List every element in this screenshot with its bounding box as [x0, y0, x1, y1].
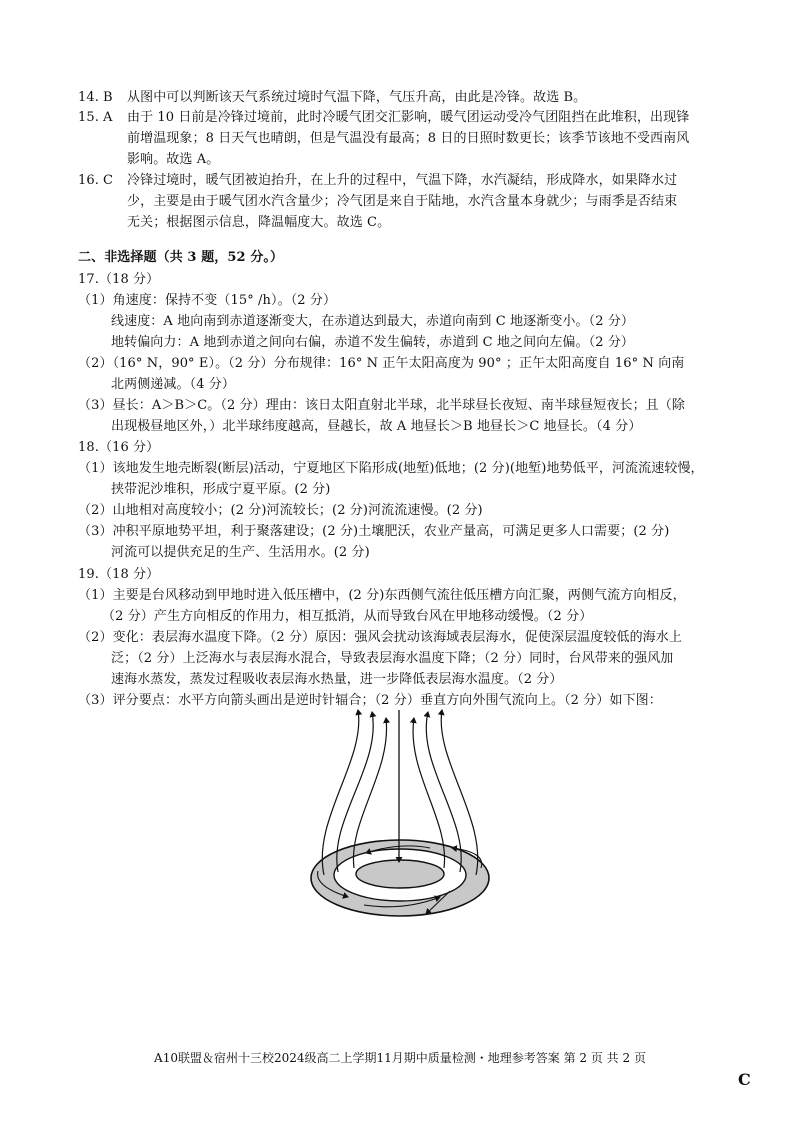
- question-19-header: 19.（18 分）: [78, 567, 160, 582]
- answer-15-line: 影响。故选 A。: [127, 152, 220, 167]
- answer-18-line: （1）该地发生地壳断裂(断层)活动，宁夏地区下陷形成(地堑)低地；(2 分)(地堑)地势低平，河流流速较慢，: [78, 461, 704, 476]
- answer-17-line: （3）昼长：A＞B＞C。（2 分）理由：该日太阳直射北半球，北半球昼长夜短、南半球昼短夜长；且（除: [78, 398, 685, 413]
- answer-16-number: 16.: [78, 173, 99, 188]
- answer-16-line: 少，主要是由于暖气团水汽含量少；冷气团是来自于陆地，水汽含量本身就少；与雨季是否结束: [127, 194, 678, 209]
- answer-18-line: （3）冲积平原地势平坦，利于聚落建设；(2 分)土壤肥沃，农业产量高，可满足更多人口需要；(2 分): [78, 524, 670, 539]
- answer-19-line: （2）变化：表层海水温度下降。（2 分）原因：强风会扰动该海域表层海水，促使深层温度较低的海水上: [78, 630, 682, 645]
- answer-14-line: 从图中可以判断该天气系统过境时气温下降，气压升高，由此是冷锋。故选 B。: [127, 90, 587, 105]
- answer-14-number: 14.: [78, 90, 99, 105]
- question-18-header: 18.（16 分）: [78, 440, 160, 455]
- answer-19-line: 速海水蒸发，蒸发过程吸收表层海水热量，进一步降低表层海水温度。（2 分）: [111, 672, 563, 687]
- answer-14-choice: B: [103, 90, 113, 105]
- answer-18-line: 河流可以提供充足的生产、生活用水。(2 分): [111, 545, 370, 560]
- answer-17-line: （2）（16° N，90° E）。（2 分）分布规律：16° N 正午太阳高度为 90° ；正午太阳高度自 16° N 向南: [78, 356, 685, 371]
- answer-19-line: （1）主要是台风移动到甲地时进入低压槽中，(2 分)东西侧气流往低压槽方向汇聚，两侧气流方向相反，: [78, 588, 686, 603]
- corner-mark: C: [738, 1070, 751, 1089]
- answer-17-line: 线速度：A 地向南到赤道逐渐变大，在赤道达到最大，赤道向南到 C 地逐渐变小。（2 分）: [111, 314, 635, 329]
- answer-15-number: 15.: [78, 110, 99, 125]
- answer-15-line: 前增温现象；8 日天气也晴朗，但是气温没有最高；8 日的日照时数更长；该季节该地不受西南风: [127, 131, 690, 146]
- answer-17-line: 北两侧递减。（4 分）: [111, 377, 236, 392]
- answer-19-line: （2 分）产生方向相反的作用力，相互抵消，从而导致台风在甲地移动缓慢。（2 分）: [102, 609, 593, 624]
- question-17-header: 17.（18 分）: [78, 272, 160, 287]
- answer-19-line: （3）评分要点：水平方向箭头画出是逆时针辐合；（2 分）垂直方向外围气流向上。（2 分）如下图：: [78, 693, 662, 708]
- section-heading: 二、非选择题（共 3 题，52 分。）: [78, 250, 284, 265]
- answer-17-line: （1）角速度：保持不变（15° /h）。（2 分）: [78, 293, 337, 308]
- answer-19-line: 泛；（2 分）上泛海水与表层海水混合，导致表层海水温度下降；（2 分）同时，台风带来的强风加: [111, 651, 674, 666]
- inner-eye: [356, 860, 444, 888]
- answer-15-line: 由于 10 日前是冷锋过境前，此时冷暖气团交汇影响，暖气团运动受冷气团阻挡在此堆积，出现锋: [127, 110, 690, 125]
- typhoon-airflow-diagram: [300, 700, 500, 930]
- page-footer: A10联盟＆宿州十三校2024级高二上学期11月期中质量检测・地理参考答案 第 2 页 共 2 页: [154, 1051, 646, 1065]
- answer-16-line: 无关；根据图示信息，降温幅度大。故选 C。: [127, 215, 391, 230]
- answer-16-line: 冷锋过境时，暖气团被迫抬升，在上升的过程中，气温下降，水汽凝结，形成降水，如果降水过: [127, 173, 678, 188]
- answer-18-line: （2）山地相对高度较小；(2 分)河流较长；(2 分)河流流速慢。(2 分): [78, 503, 483, 518]
- answer-17-line: 地转偏向力：A 地到赤道之间向右偏，赤道不发生偏转，赤道到 C 地之间向左偏。（2 分）: [111, 335, 635, 350]
- answer-18-line: 挟带泥沙堆积，形成宁夏平原。(2 分): [111, 482, 331, 497]
- answer-15-choice: A: [103, 110, 113, 125]
- typhoon-diagram-svg: [300, 700, 500, 930]
- answer-17-line: 出现极昼地区外，）北半球纬度越高，昼越长，故 A 地昼长＞B 地昼长＞C 地昼长。（4 分）: [111, 419, 642, 434]
- answer-16-choice: C: [103, 173, 114, 188]
